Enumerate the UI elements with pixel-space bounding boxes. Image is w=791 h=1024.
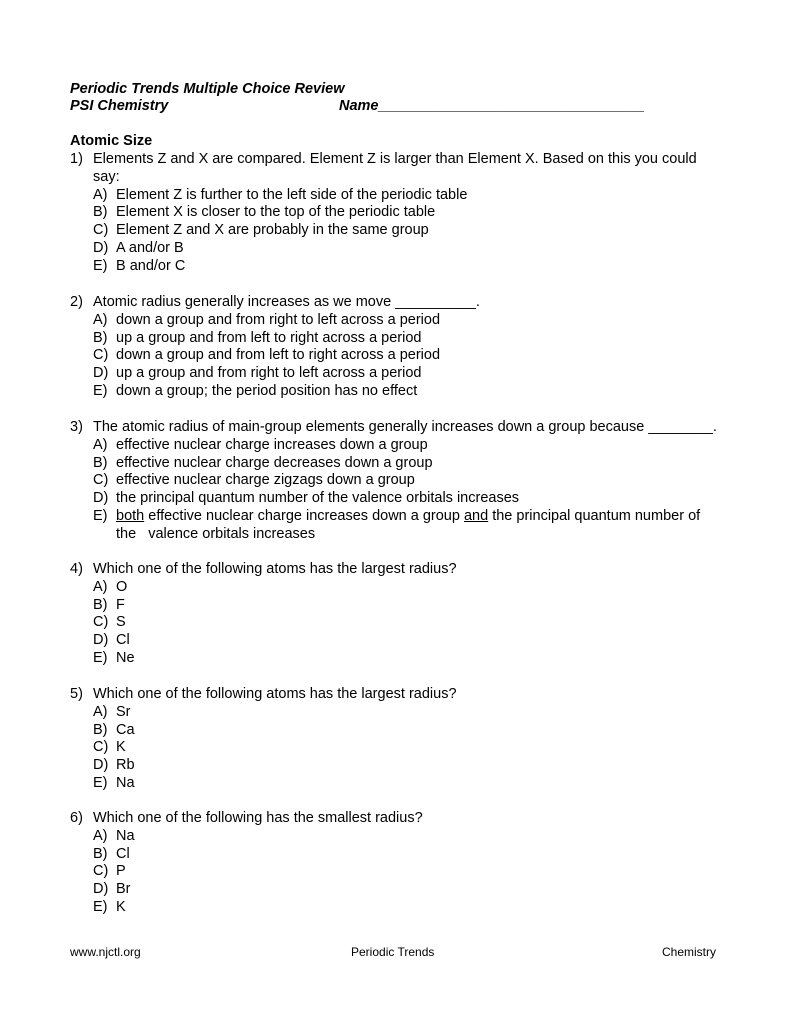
option-text: S xyxy=(116,614,126,631)
question-stem xyxy=(70,419,720,437)
option-text: down a group; the period position has no effect xyxy=(116,382,418,399)
option-text: Element X is closer to the top of the periodic table xyxy=(116,204,436,221)
answer-option[interactable] xyxy=(70,365,720,383)
option-text: effective nuclear charge decreases down a group xyxy=(116,454,433,471)
question-number: 5) xyxy=(70,686,83,702)
option-text: K xyxy=(116,739,126,756)
answer-option[interactable] xyxy=(70,472,720,490)
option-letter: C) xyxy=(93,222,109,239)
option-letter: E) xyxy=(93,382,108,399)
option-text: Ca xyxy=(116,721,135,738)
option-text: Cl xyxy=(116,632,130,649)
option-letter: D) xyxy=(93,239,109,256)
option-letter: C) xyxy=(93,347,109,364)
option-letter: C) xyxy=(93,614,109,631)
option-text: down a group and from right to left across a period xyxy=(116,311,441,328)
option-text: Na xyxy=(116,827,135,844)
question-stem xyxy=(70,151,720,187)
answer-option[interactable] xyxy=(70,312,720,330)
option-letter: E) xyxy=(93,774,108,791)
footer-subject: Chemistry xyxy=(662,945,717,959)
answer-option[interactable] xyxy=(70,722,720,740)
option-text: Sr xyxy=(116,703,131,720)
option-letter: A) xyxy=(93,578,108,595)
option-letter: D) xyxy=(93,365,109,382)
question-6 xyxy=(70,810,720,917)
option-letter: B) xyxy=(93,329,108,346)
option-text: Br xyxy=(116,881,131,898)
option-text: B and/or C xyxy=(116,257,186,274)
question-text: Which one of the following atoms has the largest radius? xyxy=(93,686,457,702)
answer-option[interactable] xyxy=(70,863,720,881)
answer-option[interactable] xyxy=(70,704,720,722)
answer-option[interactable] xyxy=(70,437,720,455)
answer-option[interactable] xyxy=(70,330,720,348)
question-number: 1) xyxy=(70,151,83,167)
question-5 xyxy=(70,686,720,793)
answer-option[interactable] xyxy=(70,258,720,276)
question-number: 6) xyxy=(70,810,83,826)
option-letter: A) xyxy=(93,827,108,844)
option-text: up a group and from right to left across a period xyxy=(116,365,422,382)
question-text: The atomic radius of main-group elements generally increases down a group because ________. xyxy=(93,419,717,435)
course-label: PSI Chemistry xyxy=(70,98,169,114)
answer-option[interactable] xyxy=(70,383,720,401)
answer-option[interactable] xyxy=(70,614,720,632)
option-letter: D) xyxy=(93,490,109,507)
option-letter: C) xyxy=(93,739,109,756)
option-text: effective nuclear charge zigzags down a group xyxy=(116,472,415,489)
question-1 xyxy=(70,151,720,276)
answer-option[interactable] xyxy=(70,739,720,757)
option-text: Ne xyxy=(116,649,135,666)
option-text: Rb xyxy=(116,757,135,774)
question-stem xyxy=(70,810,720,828)
option-letter: A) xyxy=(93,436,108,453)
option-letter: E) xyxy=(93,649,108,666)
answer-option[interactable] xyxy=(70,846,720,864)
question-stem xyxy=(70,561,720,579)
answer-option[interactable] xyxy=(70,899,720,917)
option-letter: E) xyxy=(93,507,108,524)
answer-option[interactable] xyxy=(70,650,720,668)
question-text: Which one of the following has the smallest radius? xyxy=(93,810,423,826)
answer-option[interactable] xyxy=(70,187,720,205)
option-letter: A) xyxy=(93,186,108,203)
option-text xyxy=(116,508,704,542)
answer-option[interactable] xyxy=(70,579,720,597)
option-letter: E) xyxy=(93,898,108,915)
option-letter: D) xyxy=(93,881,109,898)
answer-option[interactable] xyxy=(70,240,720,258)
answer-option[interactable] xyxy=(70,632,720,650)
question-number: 4) xyxy=(70,561,83,577)
question-text: Atomic radius generally increases as we move __________. xyxy=(93,294,480,310)
question-text: Which one of the following atoms has the largest radius? xyxy=(93,561,457,577)
question-stem xyxy=(70,294,720,312)
option-letter: D) xyxy=(93,632,109,649)
option-text-part: effective nuclear charge increases down a group xyxy=(144,507,464,524)
document-subtitle-row xyxy=(70,98,645,115)
option-text: up a group and from left to right across a period xyxy=(116,329,422,346)
option-text: F xyxy=(116,596,125,613)
option-letter: E) xyxy=(93,257,108,274)
option-text: down a group and from left to right across a period xyxy=(116,347,441,364)
answer-option[interactable] xyxy=(70,222,720,240)
option-text: Na xyxy=(116,774,135,791)
document-title: Periodic Trends Multiple Choice Review xyxy=(70,81,345,97)
name-field[interactable]: Name_________________________________ xyxy=(339,98,645,114)
option-letter: B) xyxy=(93,454,108,471)
option-letter: C) xyxy=(93,472,109,489)
answer-option[interactable] xyxy=(70,757,720,775)
question-number: 2) xyxy=(70,294,83,310)
option-letter: C) xyxy=(93,863,109,880)
answer-option[interactable] xyxy=(70,881,720,899)
option-text-part: the principal quantum number of the valence orbitals increases xyxy=(116,507,705,542)
option-letter: A) xyxy=(93,311,108,328)
option-letter: B) xyxy=(93,204,108,221)
option-letter: B) xyxy=(93,721,108,738)
option-letter: D) xyxy=(93,757,109,774)
option-text: K xyxy=(116,898,126,915)
question-number: 3) xyxy=(70,419,83,435)
question-text: Elements Z and X are compared. Element Z is larger than Element X. Based on this you could say: xyxy=(93,151,697,185)
answer-option[interactable] xyxy=(70,828,720,846)
answer-option[interactable] xyxy=(70,775,720,793)
answer-option[interactable] xyxy=(70,347,720,365)
answer-option[interactable] xyxy=(70,455,720,473)
option-letter: B) xyxy=(93,596,108,613)
option-text: A and/or B xyxy=(116,239,184,256)
option-text: P xyxy=(116,863,126,880)
option-text: Element Z is further to the left side of the periodic table xyxy=(116,186,468,203)
answer-option[interactable] xyxy=(70,204,720,222)
question-3 xyxy=(70,419,720,544)
footer-topic: Periodic Trends xyxy=(351,945,435,959)
answer-option[interactable] xyxy=(70,508,720,544)
question-2 xyxy=(70,294,720,401)
answer-option[interactable] xyxy=(70,490,720,508)
option-letter: A) xyxy=(93,703,108,720)
option-text: O xyxy=(116,578,128,595)
option-text: effective nuclear charge increases down a group xyxy=(116,436,428,453)
option-text: Cl xyxy=(116,845,130,862)
option-text: Element Z and X are probably in the same group xyxy=(116,222,429,239)
footer-website[interactable]: www.njctl.org xyxy=(70,945,141,959)
option-text: the principal quantum number of the valence orbitals increases xyxy=(116,490,520,507)
answer-option[interactable] xyxy=(70,597,720,615)
emphasis-both: both xyxy=(116,507,145,524)
option-letter: B) xyxy=(93,845,108,862)
section-title: Atomic Size xyxy=(70,133,153,149)
emphasis-and: and xyxy=(463,507,489,524)
question-4 xyxy=(70,561,720,668)
question-stem xyxy=(70,686,720,704)
